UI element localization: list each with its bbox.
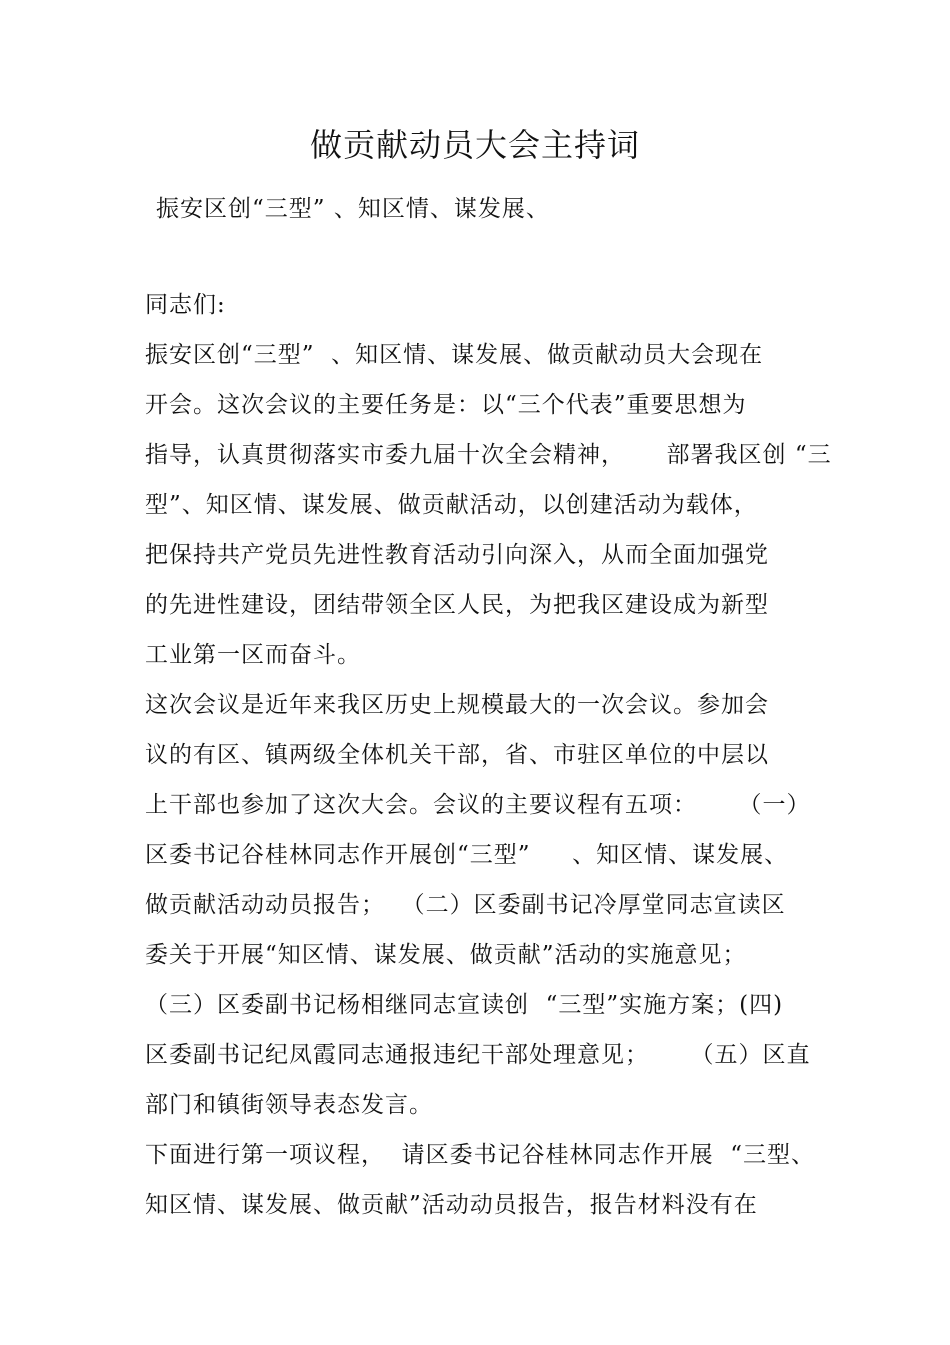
body-line: 同志们:: [145, 292, 226, 318]
body-line: 上干部也参加了这次大会。会议的主要议程有五项： （一）: [145, 792, 811, 818]
body-line: 委关于开展“知区情、谋发展、做贡献”活动的实施意见；: [145, 942, 747, 968]
body-line: 型”、知区情、谋发展、做贡献活动，以创建活动为载体，: [145, 492, 758, 518]
document-subtitle: 振安区创“三型” 、知区情、谋发展、: [156, 196, 550, 222]
body-line: 振安区创“三型” 、知区情、谋发展、做贡献动员大会现在: [145, 342, 764, 368]
body-line: 部门和镇街领导表态发言。: [145, 1092, 433, 1118]
body-line: 区委书记谷桂林同志作开展创“三型” 、知区情、谋发展、: [145, 842, 789, 868]
body-line: 知区情、谋发展、做贡献”活动动员报告，报告材料没有在: [145, 1192, 758, 1218]
body-line: 这次会议是近年来我区历史上规模最大的一次会议。参加会: [145, 692, 769, 718]
body-line: 工业第一区而奋斗。: [145, 642, 361, 668]
body-line: （三）区委副书记杨相继同志宣读创 “三型”实施方案；(四): [145, 992, 784, 1018]
body-line: 做贡献活动动员报告； （二）区委副书记冷厚堂同志宣读区: [145, 892, 786, 918]
body-line: 下面进行第一项议程， 请区委书记谷桂林同志作开展 “三型、: [145, 1142, 816, 1168]
document-title: 做贡献动员大会主持词: [309, 126, 640, 164]
body-line: 开会。这次会议的主要任务是：以“三个代表”重要思想为: [145, 392, 747, 418]
body-line: 议的有区、镇两级全体机关干部，省、市驻区单位的中层以: [145, 742, 769, 768]
body-line: 区委副书记纪凤霞同志通报违纪干部处理意见； （五）区直: [145, 1042, 811, 1068]
body-line: 指导，认真贯彻落实市委九届十次全会精神， 部署我区创 “三: [145, 442, 832, 468]
body-line: 把保持共产党员先进性教育活动引向深入，从而全面加强党: [145, 542, 769, 568]
body-line: 的先进性建设，团结带领全区人民，为把我区建设成为新型: [145, 592, 769, 618]
